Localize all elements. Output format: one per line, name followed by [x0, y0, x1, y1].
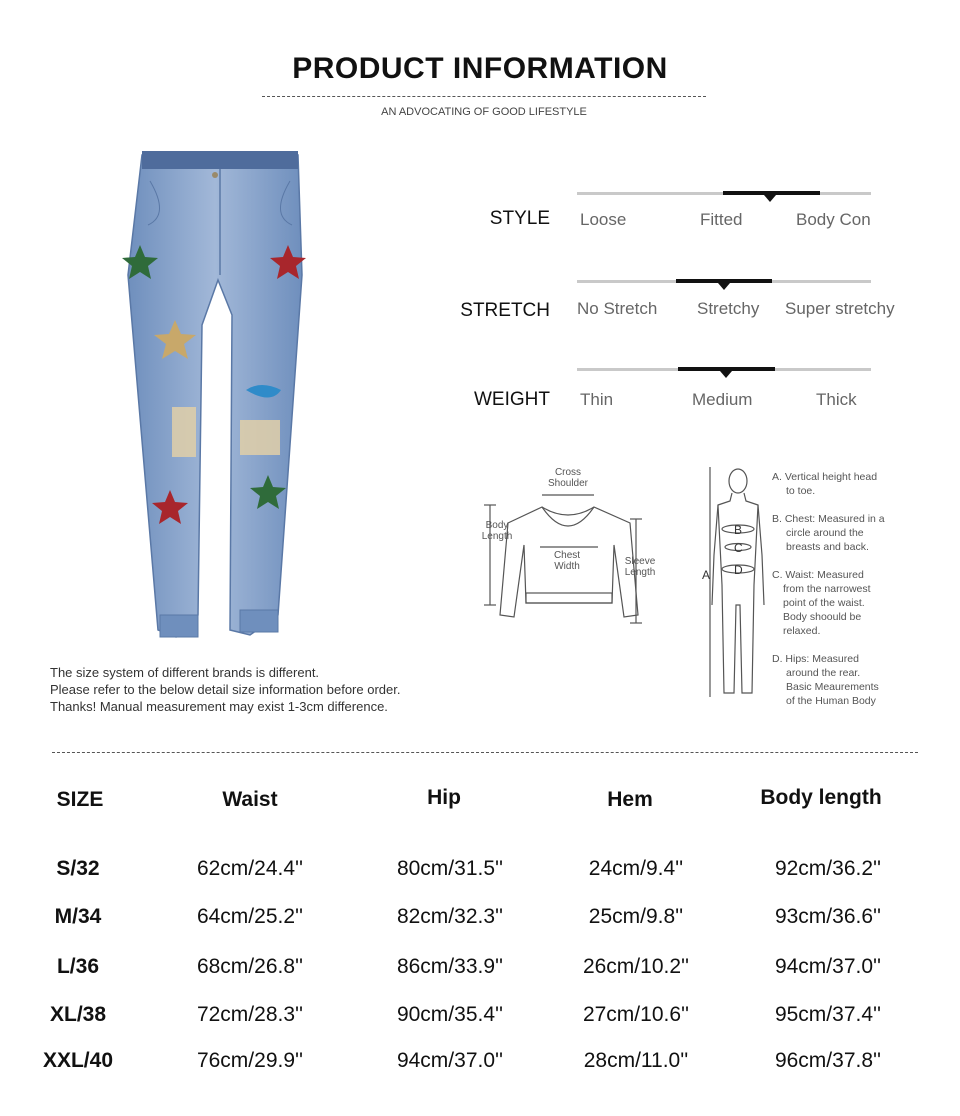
note-line: breasts and back.	[786, 541, 869, 553]
cross-shoulder-label	[535, 467, 601, 489]
attribute-option: Thin	[580, 390, 614, 409]
label-line: Body	[485, 520, 509, 531]
col-header-hip: Hip	[427, 786, 461, 809]
body-length-label	[474, 520, 520, 542]
cell-body-length: 92cm/36.2''	[774, 857, 882, 880]
attribute-label: STYLE	[489, 208, 550, 229]
label-line: Cross	[554, 467, 582, 478]
cell-body-length: 95cm/37.4''	[774, 1003, 882, 1026]
cell-hem: 27cm/10.6''	[582, 1003, 690, 1026]
note-line: relaxed.	[783, 625, 821, 637]
attribute-option: Medium	[692, 390, 753, 409]
label-line: Length	[481, 531, 513, 542]
note-line: Please refer to the below detail size information before order.	[50, 682, 401, 697]
cell-hip: 80cm/31.5''	[396, 857, 504, 880]
marker-a: A	[702, 568, 711, 582]
cell-waist: 68cm/26.8''	[196, 955, 304, 978]
note-line: around the rear.	[786, 667, 861, 679]
note-line: Basic Meaurements	[786, 681, 879, 693]
sweater-measurement-diagram	[480, 465, 670, 630]
caret-down-icon	[720, 371, 732, 378]
cell-waist: 62cm/24.4''	[196, 857, 304, 880]
note-line: The size system of different brands is different.	[50, 665, 320, 680]
cell-waist: 76cm/29.9''	[196, 1049, 304, 1072]
cell-body-length: 96cm/37.8''	[774, 1049, 882, 1072]
attribute-option: Thick	[816, 390, 857, 409]
attribute-label: STRETCH	[460, 300, 550, 321]
cell-size: S/32	[56, 857, 100, 880]
body-note-b	[772, 512, 952, 554]
note-line: of the Human Body	[786, 695, 876, 707]
note-line: B. Chest: Measured in a	[772, 513, 885, 525]
col-header-waist: Waist	[222, 788, 278, 811]
title-divider	[262, 96, 706, 97]
cell-body-length: 93cm/36.6''	[774, 905, 882, 928]
col-header-size: SIZE	[56, 788, 104, 811]
cell-hem: 28cm/11.0''	[583, 1049, 689, 1072]
note-line: Thanks! Manual measurement may exist 1-3cm difference.	[50, 699, 388, 714]
col-header-body-length: Body length	[760, 786, 882, 809]
cell-size: XL/38	[49, 1003, 107, 1026]
note-line: A. Vertical height head	[772, 471, 878, 483]
note-line: C. Waist: Measured	[772, 569, 864, 581]
product-photo-jeans	[120, 145, 320, 645]
cell-hip: 90cm/35.4''	[396, 1003, 504, 1026]
note-line: D. Hips: Measured	[772, 653, 859, 665]
attribute-option: Stretchy	[697, 299, 760, 318]
attribute-option: Fitted	[700, 210, 743, 229]
label-line: Chest	[553, 550, 581, 561]
attribute-option: No Stretch	[577, 299, 658, 318]
cell-hip: 86cm/33.9''	[396, 955, 504, 978]
label-line: Sleeve	[624, 556, 656, 567]
marker-d: D	[734, 563, 743, 577]
size-notes	[50, 664, 400, 715]
note-line: Body shoould be	[783, 611, 862, 623]
body-note-a	[772, 470, 952, 498]
attribute-option: Loose	[580, 210, 627, 229]
human-body-diagram	[700, 465, 766, 700]
note-line: circle around the	[786, 527, 864, 539]
body-note-d	[772, 652, 952, 708]
cell-body-length: 94cm/37.0''	[774, 955, 882, 978]
marker-c: C	[734, 541, 743, 555]
col-header-hem: Hem	[607, 788, 653, 811]
cell-waist: 64cm/25.2''	[196, 905, 304, 928]
cell-hem: 25cm/9.8''	[588, 905, 684, 928]
page-title: PRODUCT INFORMATION	[292, 52, 668, 85]
cell-size: XXL/40	[42, 1049, 114, 1072]
cell-waist: 72cm/28.3''	[196, 1003, 304, 1026]
label-line: Width	[554, 561, 580, 572]
note-line: point of the waist.	[783, 597, 865, 609]
sleeve-length-label	[616, 556, 664, 578]
attribute-option: Super stretchy	[785, 299, 895, 318]
jeans-shape	[128, 151, 302, 637]
page-subtitle: AN ADVOCATING OF GOOD LIFESTYLE	[381, 106, 587, 118]
cell-hip: 82cm/32.3''	[396, 905, 504, 928]
body-note-c	[772, 568, 952, 638]
marker-b: B	[734, 523, 743, 537]
cell-size: L/36	[56, 955, 100, 978]
note-line: to toe.	[786, 485, 816, 497]
cell-hem: 24cm/9.4''	[588, 857, 684, 880]
label-line: Length	[624, 567, 656, 578]
attribute-option: Body Con	[796, 210, 871, 229]
cell-hip: 94cm/37.0''	[396, 1049, 504, 1072]
caret-down-icon	[764, 195, 776, 202]
label-line: Shoulder	[547, 478, 589, 489]
table-divider	[52, 752, 918, 753]
attribute-label: WEIGHT	[474, 389, 550, 410]
cell-size: M/34	[54, 905, 102, 928]
chest-width-label	[542, 550, 592, 572]
caret-down-icon	[718, 283, 730, 290]
note-line: from the narrowest	[783, 583, 871, 595]
cell-hem: 26cm/10.2''	[582, 955, 690, 978]
